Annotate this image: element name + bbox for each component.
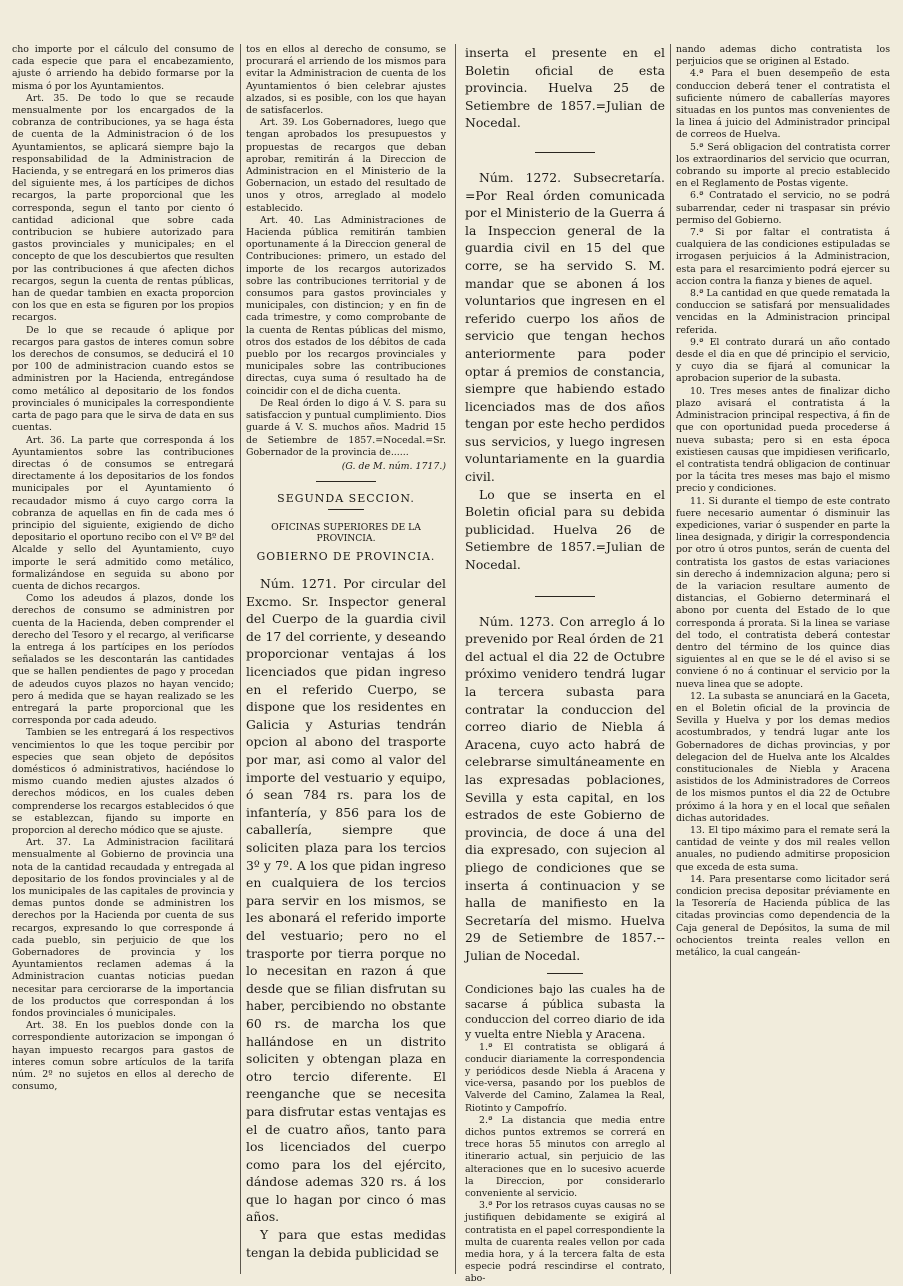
- government-title: GOBIERNO DE PROVINCIA.: [256, 550, 436, 564]
- separator-line: [316, 481, 376, 482]
- article-37: Art. 37. La Administracion facilitará mensualmente al Gobierno de provincia una nota de la cantidad recaudada y entregada al depositario de los fondos provinciales y al de los municipales de las capitales de provincia y demas puntos donde se administren los derechos por la Hacienda por cuenta de sus recargos, expresando lo que corresponde á cada pueblo, sin perjuicio de que los Gobernadores de provincia y los Ayuntamientos reclamen ademas á la Administracion cuantas noticias puedan necesitar para cerciorarse de la importancia de los productos que correspondan á los fondos provinciales ó municipales.: [12, 837, 234, 1020]
- article-38: Art. 38. En los pueblos donde con la correspondiente autorizacion se impongan ó hayan impuesto recargos para gastos de interes comun sobre artículos de la tarifa núm. 2º no sujetos en ellos al derecho de consumo,: [12, 1020, 234, 1093]
- paragraph: Tambien se les entregará á los respectivos vencimientos lo que les toque percibir por especies que sean objeto de depósitos domésticos ó administrativos, haciéndose lo mismo cuando medien ajustes alzados ó derechos módicos, en los cuales deben comprenderse los recargos establecidos ó que se establezcan, fijando su importe en proporcion al derecho módico que se ajuste.: [12, 727, 234, 836]
- condition-3: 3.ª Por los retrasos cuyas causas no se justifiquen debidamente se exigirá al contratista en el papel correspondiente la multa de cuarenta reales vellon por cada media hora, y á la tercera falta de esta especie podrá rescindirse el contrato, abo-: [465, 1200, 665, 1285]
- column-3: [465, 44, 665, 1285]
- paragraph: De lo que se recaude ó aplique por recargos para gastos de interes comun sobre los derechos de consumos, se deducirá el 10 por 100 de administracion cuando estos se administren por la Hacienda, entregándose como metálico al depositario de los fondos provinciales ó municipales la correspondiente carta de pago para que le sirva de data en sus cuentas.: [12, 324, 234, 434]
- column-4: [676, 44, 890, 1276]
- condition-9: 9.ª El contrato durará un año contado desde el dia en que dé principio el servicio, y cuyo dia se fijará al comunicar la aprobacion superior de la subasta.: [676, 336, 890, 385]
- notice-1273: Núm. 1273. Con arreglo á lo prevenido por Real órden de 21 del actual el dia 22 de Octubre próximo venidero tendrá lugar la tercera subasta para contratar la conduccion del correo diario de Niebla á Aracena, cuyo acto habrá de celebrarse simultáneamente en las expresadas poblaciones, Sevilla y esta capital, en los estrados de este Gobierno de provincia, de doce á una del dia expresado, con sujecion al pliego de condiciones que se inserta á continuacion y se halla de manifiesto en la Secretaría del mismo. Huelva 29 de Setiembre de 1857.--Julian de Nocedal.: [465, 613, 665, 963]
- condition-4: 4.ª Para el buen desempeño de esta conduccion deberá tener el contratista el suficiente número de caballerías mayores situadas en los puntos mas convenientes de la linea á juicio del Administrador principal de correos de Huelva.: [676, 68, 890, 141]
- paragraph: inserta el presente en el Boletin oficial de esta provincia. Huelva 25 de Setiembre de 1857.=Julian de Nocedal.: [465, 45, 665, 131]
- column-2: [246, 44, 446, 1276]
- separator-line: [328, 509, 364, 510]
- condition-2: 2.ª La distancia que media entre dichos puntos extremos se correrá en trece horas 55 minutos con arreglo al itinerario actual, sin perjuicio de las alteraciones que en lo sucesivo acuerde la Direccion, por considerarlo conveniente al servicio.: [465, 1114, 665, 1199]
- separator-line: [535, 152, 595, 153]
- column-1: [12, 44, 234, 1276]
- condition-10: 10. Tres meses antes de finalizar dicho plazo avisará el contratista á la Administracion principal respectiva, á fin de que con oportunidad pueda procederse á nueva subasta; pero si en esta época existiesen causas que impidiesen verificarlo, el contratista tendrá obligacion de continuar por la tácita tres meses mas bajo el mismo precio y condiciones.: [676, 385, 890, 495]
- condition-1: 1.ª El contratista se obligará á conducir diariamente la correspondencia y periódicos desde Niebla á Aracena y vice-versa, pasando por los pueblos de Valverde del Camino, Zalamea la Real, Riotinto y Campofrío.: [465, 1041, 665, 1114]
- column-rule: [455, 44, 456, 1274]
- paragraph: Como los adeudos á plazos, donde los derechos de consumo se administren por cuenta de la Hacienda, deben comprender el derecho del Tesoro y el recargo, al verificarse la entrega á los partícipes en los períodos señalados se les descontarán las cantidades que se hallen pendientes de pago y procedan de adeudos cuyos plazos no hayan vencido; pero á medida que se hayan realizado se les entregará la parte proporcional que les corresponda por cada adeudo.: [12, 593, 234, 727]
- royal-order-closing: De Real órden lo digo á V. S. para su satisfaccion y puntual cumplimiento. Dios guarde á V. S. muchos años. Madrid 15 de Setiembre de 1857.=Nocedal.=Sr. Gobernador de la provincia de......: [246, 397, 446, 458]
- article-36: Art. 36. La parte que corresponda á los Ayuntamientos sobre las contribuciones directas ó de consumos se entregará directamente á los depositarios de los fondos municipales por el Ayuntamiento ó recaudador mismo á cuyo cargo corra la cobranza de aquellas en fin de cada mes ó principio del siguiente, exigiendo de dicho depositario el oportuno recibo con el Vº Bº del Alcalde y sello del Ayuntamiento, cuyo importe le será admitido como metálico, formalizándose en seguida su abono por cuenta de dichos recargos.: [12, 434, 234, 592]
- conditions-heading: Condiciones bajo las cuales ha de sacarse á pública subasta la conduccion del correo diario de ida y vuelta entre Niebla y Aracena.: [465, 982, 665, 1041]
- condition-11: 11. Si durante el tiempo de este contrato fuere necesario aumentar ó disminuir las expediciones, variar ó suspender en parte la linea designada, y dirigir la correspondencia por otro ú otros puntos, serán de cuenta del contratista los gastos de estas variaciones sin derecho á indemnizacion alguna; pero si de la variacion resultare aumento de distancias, el Gobierno determinará el abono por cuenta del Estado de lo que corresponda á prorata. Si la linea se variase del todo, el contratista deberá contestar dentro del término de los quince dias siguientes al en que se le dé el aviso si se conviene ó no á continuar el servicio por la nueva linea que se adopte.: [676, 495, 890, 690]
- separator-line: [535, 596, 595, 597]
- notice-1272: Núm. 1272. Subsecretaría. =Por Real órden comunicada por el Ministerio de la Guerra á la Inspeccion general de la guardia civil en 15 del que corre, se ha servido S. M. mandar que se abonen á los voluntarios que ingresen en el referido cuerpo los años de servicio que tengan hechos anteriormente para poder optar á premios de constancia, siempre que habiendo estado licenciados mas de dos años tengan por este hecho perdidos sus servicios, y luego ingresen voluntariamente en la guardia civil.: [465, 169, 665, 485]
- condition-8: 8.ª La cantidad en que quede rematada la conduccion se satisfará por mensualidades vencidas en la Administracion principal referida.: [676, 288, 890, 336]
- paragraph: Lo que se inserta en el Boletin oficial para su debida publicidad. Huelva 26 de Setiembre de 1857.=Julian de Nocedal.: [465, 486, 665, 573]
- column-rule: [670, 44, 671, 1274]
- separator-line: [547, 973, 583, 974]
- article-39: Art. 39. Los Gobernadores, luego que tengan aprobados los presupuestos y propuestas de recargos que deban aprobar, remitirán á la Direccion de Administracion en el Ministerio de la Gobernacion, un estado del resultado de unos y otros, arreglado al modelo establecido.: [246, 117, 446, 214]
- gazette-reference: (G. de M. núm. 1717.): [341, 460, 446, 472]
- paragraph: cho importe por el cálculo del consumo de cada especie que para el encabezamiento, ajuste ó arriendo ha debido formarse por la misma ó por los Ayuntamientos.: [12, 44, 234, 92]
- paragraph: tos en ellos al derecho de consumo, se procurará el arriendo de los mismos para evitar la Administracion de cuenta de los Ayuntamientos ó bien celebrar ajustes alzados, si es posible, con los que hayan de satisfacerlos.: [246, 44, 446, 117]
- condition-12: 12. La subasta se anunciará en la Gaceta, en el Boletin oficial de la provincia de Sevilla y Huelva y por los demas medios acostumbrados, y tendrá lugar ante los Gobernadores de dichas provincias, y por delegacion del de Huelva ante los Alcaldes constitucionales de Niebla y Aracena asistidos de los Administradores de Correos de los mismos puntos el dia 22 de Octubre próximo á la hora y en el local que señalen dichas autoridades.: [676, 690, 890, 824]
- condition-7: 7.ª Si por faltar el contratista á cualquiera de las condiciones estipuladas se irrogasen perjuicios á la Administracion, esta para el resarcimiento podrá ejercer su accion contra la fianza y bienes de aquel.: [676, 227, 890, 287]
- paragraph: Y para que estas medidas tengan la debida publicidad se: [246, 1227, 446, 1260]
- condition-13: 13. El tipo máximo para el remate será la cantidad de veinte y dos mil reales vellon anuales, no pudiendo admitirse proposicion que exceda de esta suma.: [676, 825, 890, 873]
- article-40: Art. 40. Las Administraciones de Hacienda pública remitirán tambien oportunamente á la Direccion general de Contribuciones: primero, un estado del importe de los recargos autorizados sobre las contribuciones territorial y de consumos para gastos provinciales y municipales, con distincion; y en fin de cada trimestre, y como comprobante de la cuenta de Rentas públicas del mismo, otros dos estados de los débitos de cada pueblo por los recargos provinciales y municipales sobre las contribuciones directas, cuya suma ó resultado ha de coincidir con el de dicha cuenta.: [246, 214, 446, 397]
- condition-5: 5.ª Será obligacion del contratista correr los extraordinarios del servicio que ocurran, cobrando su importe al precio establecido en el Reglamento de Postas vigente.: [676, 141, 890, 190]
- notice-1271: Núm. 1271. Por circular del Excmo. Sr. Inspector general del Cuerpo de la guardia civil de 17 del corriente, y deseando proporcionar ventajas á los licenciados que pidan ingreso en el referido Cuerpo, se dispone que los residentes en Galicia y Asturias tendrán opcion al abono del trasporte por mar, asi como al valor del importe del vestuario y equipo, ó sean 784 rs. para los de infantería, y 856 para los de caballería, siempre que soliciten plaza para los tercios 3º y 7º. A los que pidan ingreso en cualquiera de los tercios para servir en los mismos, se les abonará el referido importe del vestuario; pero no el trasporte por tierra porque no lo necesitan en razon á que desde que se filian disfrutan su haber, percibiendo no obstante 60 rs. de marcha los que hallándose en un distrito soliciten y obtengan plaza en otro tercio diferente. El reenganche que se necesita para disfrutar estas ventajas es el de cuatro años, tanto para los licenciados del cuerpo como para los del ejército, dándose ademas 320 rs. á los que lo hagan por cinco ó mas años.: [246, 576, 446, 1225]
- offices-title: OFICINAS SUPERIORES DE LA PROVINCIA.: [271, 522, 421, 545]
- paragraph: nando ademas dicho contratista los perjuicios que se originen al Estado.: [676, 44, 890, 68]
- section-title: SEGUNDA SECCION.: [277, 492, 415, 506]
- condition-14: 14. Para presentarse como licitador será condicion precisa depositar préviamente en la Tesorería de Hacienda pública de las citadas provincias como dependencia de la Caja general de Depósitos, la suma de mil ochocientos treinta reales vellon en metálico, la cual cangeán-: [676, 873, 890, 959]
- condition-6: 6.ª Contratado el servicio, no se podrá subarrendar, ceder ni traspasar sin prévio permiso del Gobierno.: [676, 190, 890, 226]
- article-35: Art. 35. De todo lo que se recaude mensualmente por los encargados de la cobranza de contribuciones, ya se haga ésta de cuenta de la Administracion ó de los Ayuntamientos, se aplicará siempre bajo la responsabilidad de la Administracion de Hacienda, y se entregará en los primeros dias del siguiente mes, á los partícipes de dichos recargos, la parte proporcional que les corresponda, segun el tanto por ciento ó cantidad adicional que sobre cada contribucion se hubiere autorizado para gastos provinciales y municipales; en el concepto de que los descubiertos que resulten por las contribuciones á que afecten dichos recargos, segun la cuenta de rentas públicas, han de quedar tambien en exacta proporcion con los que en esta se figuren por los propios recargos.: [12, 92, 234, 324]
- column-rule: [240, 44, 241, 1274]
